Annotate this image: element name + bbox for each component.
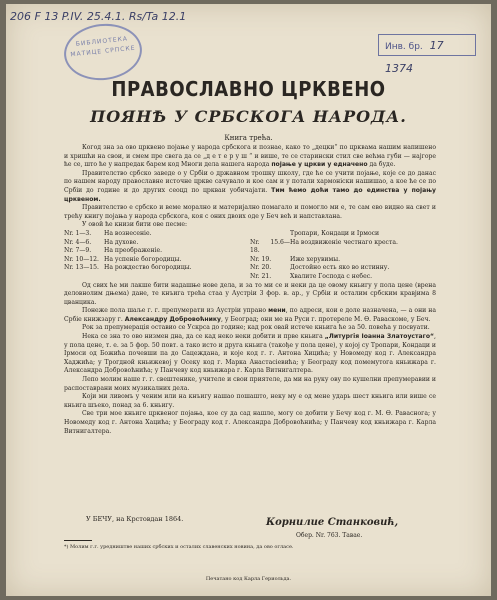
paragraph-1-emphasis: појање у цркви у едначено [271, 161, 368, 169]
document-subtitle: ПОЯНѢ У СРБСКОГА НАРОДА. [90, 107, 407, 126]
signature-address: Обер. Nr. 763. Тавае. [296, 532, 363, 539]
footnote: *) Молим г.г. уредништве наших србских и осталих славенских новина, да ово огласе. [64, 544, 294, 550]
list-item: Nr. 19. Иже херувимы. [250, 255, 341, 263]
paragraph-9: Који ми ливомъ у ченим или на кнъигу нашао пошашто, неку му е од мене ударь шест кньига или више се кньига шъеко, понад за 6. кньигу. [64, 393, 436, 409]
list-item: Nr. 7—9. На преображенiе. [64, 247, 163, 255]
paragraph-2-text: Правителство србско заведе о у Србiи о државном трошку школу, где ће се учити појање, које се до данас по нашем народу православне источне цркве сачувало и кое сам и у потали хармонiски нашишао, а кое ће се по Србiи до године и до других сеоцд по цркваи уобичајати. [64, 169, 436, 194]
list-item: Nr. 20. Достойно есть яко во истинну. [250, 264, 390, 272]
hymn-list-left [64, 230, 250, 282]
list-item: Nr. 13—15. На рождество богородицы. [64, 264, 192, 272]
paragraph-1-end: да буде. [369, 161, 396, 169]
list-item: Nr. 21. Хвалите Господа с небес. [250, 272, 373, 280]
document-title: ПРАВОСЛАВНО ЦРКВЕНО [111, 77, 386, 102]
list-item: Nr. 4—6. На духове. [64, 238, 139, 246]
paragraph-4: Од свих ће ми лакше бити надашње нове дела, и за то ми се и неки да це овому кньигу у пола цене (врена деловнолим дњема) дане, те кнъига трећа стаа у Аустрiи 3 фор. в. ар., у Србiи и осталим србским кравјима 8 цванцика. [64, 281, 436, 306]
hymn-list-right [250, 230, 436, 282]
list-item: Nr. 1—3. На вознесенiе. [64, 229, 152, 237]
paragraph-7: Нека се зна то ово низмен дна, да се кад неко неки добити и прве кньига „Литургiя Iоанна Златоустаго“, у пола цене, т. е. за 5 фор. 50 повт. а тако исто и друга кньига (такође у пола цене), у којој су Тропари, Кондаци и Iрмоси од Божића почевши па до Сацеждана, и које код г. г. Антона Хицића; у Новомеду код г. Александра Хаджића; у Трогдной кньижевој у Осеку код г. Марка Анастасiевића; у Београду код помемутога кньижара г. Александра Добровоћнића; у Панчеву код кньижара г. Карла Витнигалтера. [64, 333, 436, 375]
hymn-list [64, 230, 436, 282]
handwritten-shelfmark: 206 F 13 P.IV. 25.4.1. Rs/Ta 12.1 [10, 10, 187, 23]
paragraph-10: Све три мое кньиге црквеног појања, кое су да сад нашле, могу се добити у Бечу код г. М. Ѳ. Раваснога; у Новомеду код г. Антона Хацића; у Београду код г. Александра Добровоћнића; у Панчеву код кньижара г. Карла Витнигалтера. [64, 410, 436, 435]
footnote-divider [64, 540, 92, 541]
paragraph-1 [64, 144, 436, 170]
list-item: Nr. 15.6—18. На воздвиженiе честнаго креста. [250, 238, 398, 255]
hymn-list-intro: У овой ће книзи бити ове песме: [82, 221, 188, 229]
signature: Корнилие Станковић, [266, 517, 399, 528]
stamp-line-2: МАТИЦЕ СРПСКЕ [70, 44, 136, 59]
paragraph-2 [64, 170, 436, 204]
paragraph-3: Правителство е србско и веме морално и материјално помагало и помогло ми е, те сам ево видно на свет и трећу книгу појања у народа србскога, коя с оних двоих оде у Беч већ и напставлана. [64, 204, 436, 220]
paragraph-6: Рок за препумерацiя оставио се Ускрса до године; кад рок овай истече кньига ће за 50. повећа у посвуати. [82, 324, 430, 332]
dateline: У БЕЧУ, на Крстовдан 1864. [86, 515, 184, 523]
printer-line: Печатано код Карла Гериольда. [205, 576, 292, 582]
stamp-line-1: БИБЛИОТЕКА [75, 35, 129, 48]
paragraph-1-text: Когод зна за ово црквено појање у народа србскога и познае, како то „децки“ по црквама нашим напишено и хришћи на свои, и смем пре свега да се „д е т е р у ш “ и више, те се старински стил све већма губи — најгоре ће се, што ће у напредак барем код Многи дела нашега народа [64, 144, 436, 169]
document-body [64, 144, 436, 436]
inventory-number: 17 1374 [385, 39, 444, 75]
paragraph-2-emphasis: Тим ћемо доћи тамо до единства у појању црквеном. [64, 186, 436, 203]
list-item: Nr. 10—12. На успенiе богородицы. [64, 255, 182, 263]
paragraph-8: Лепо молим наше г. г. свештенике, учителе и свои приятеле, да ми на руку ову по кушелни препумеравии и распоставрани моих музикалних дела. [64, 376, 436, 392]
list-item: Тропари, Кондаци и Iрмоси [290, 229, 380, 237]
inventory-label: Инв. бр. [385, 42, 423, 52]
library-stamp [61, 20, 144, 84]
document-page [6, 4, 491, 596]
inventory-stamp [378, 34, 476, 75]
book-number: Книга трећа. [224, 134, 273, 142]
paragraph-5: Понеже пола шаље г. г. препумерати из Аустрiи упрано мени, по адреси, кои е доле назначена, — а они на Србiе книжзару г. Александру Добровоћнику, у Београд; они ме на Руси г. протереле М. Ѳ. Раваскоме, у Беч. [64, 307, 437, 323]
